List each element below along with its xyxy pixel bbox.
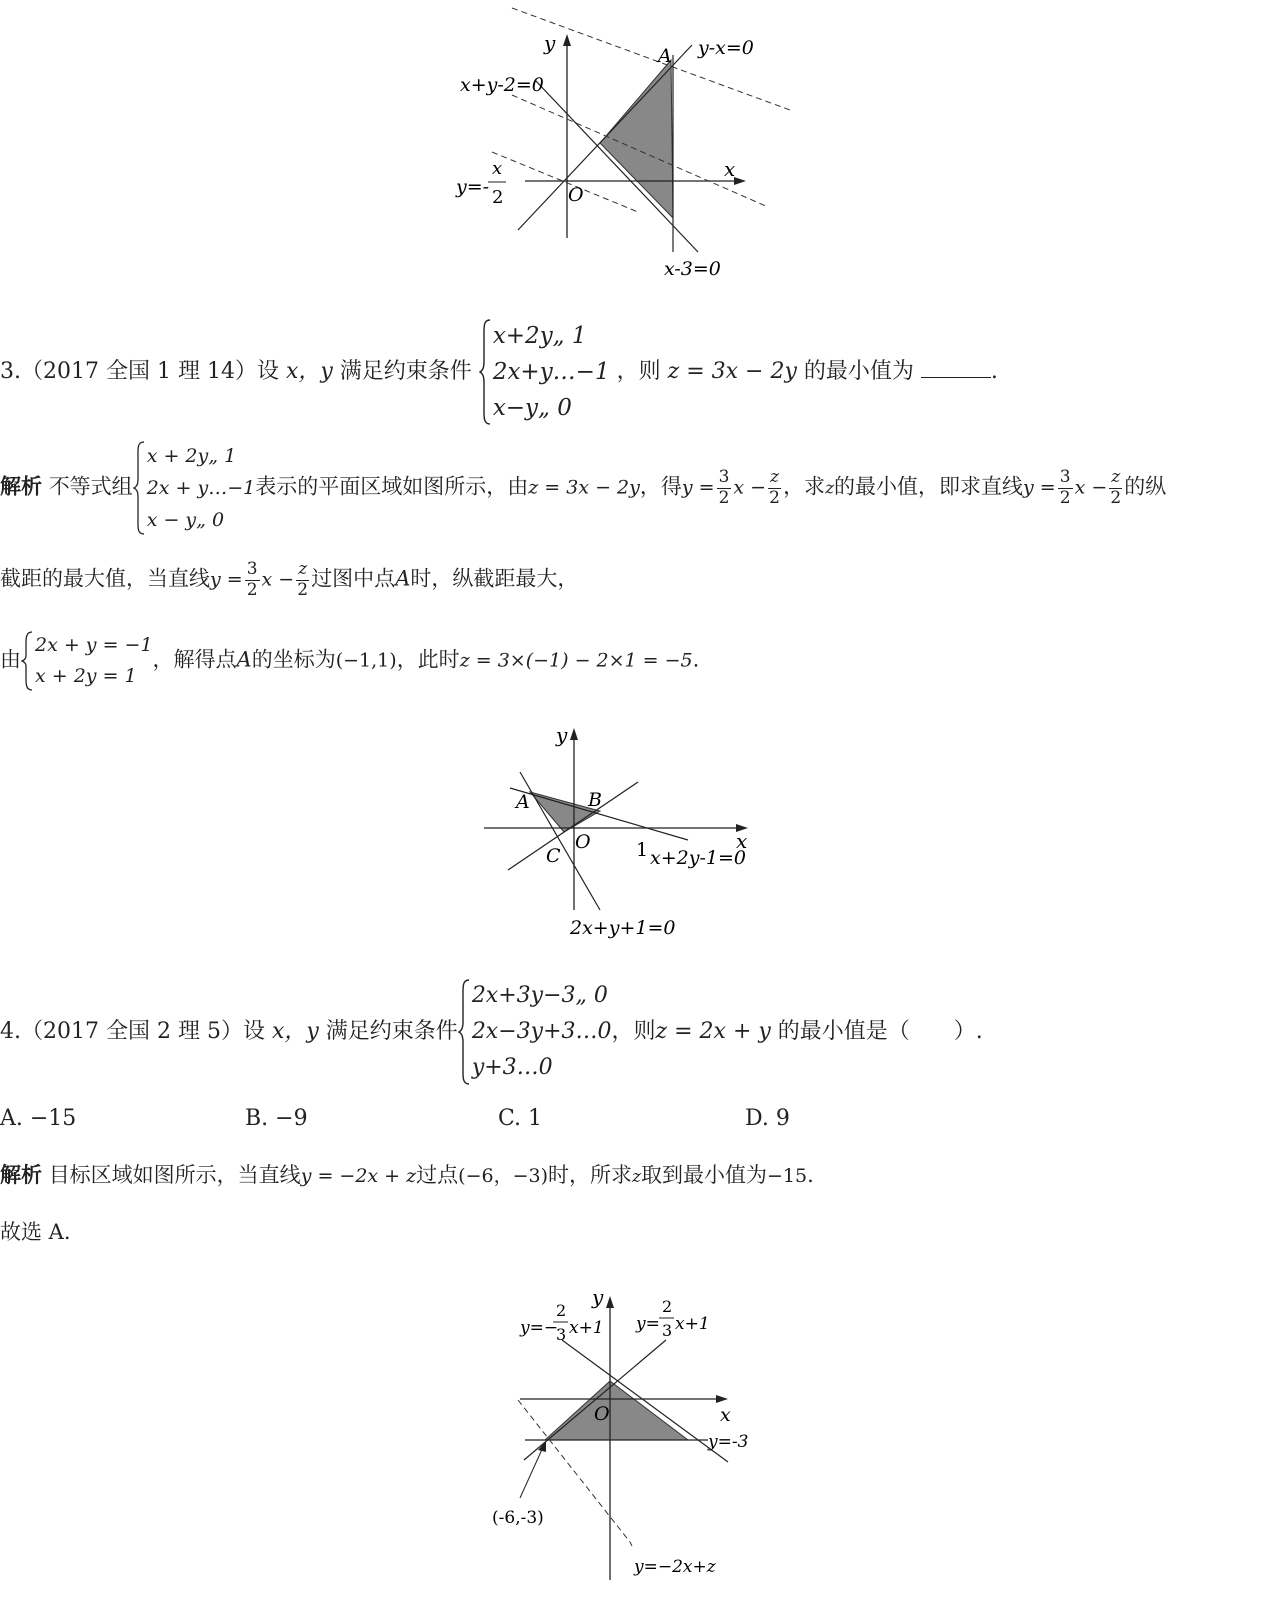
fig1-label-x-y-2: x+y-2=0 — [460, 74, 544, 96]
problem-3-text1: 满足约束条件 — [339, 359, 472, 384]
frac-num: z — [1111, 466, 1121, 487]
solution-3-c3: x − y„ 0 — [146, 509, 225, 531]
fig1-label-yneg-prefix: y=- — [456, 176, 490, 198]
solution-3-line3d: ，此时 — [396, 647, 460, 672]
solution-3-e2c: y = — [210, 568, 243, 591]
fig3-x-label: x — [720, 1404, 731, 1426]
solution-3-line-3 — [0, 630, 699, 692]
problem-4-text2: ，则 — [611, 1019, 656, 1044]
frac-den: 2 — [246, 579, 258, 600]
fraction-3-over-2c — [245, 560, 260, 600]
solution-4-t4: 取到最小值为 — [640, 1163, 767, 1187]
fig2-origin-label: O — [575, 831, 591, 853]
frac-num: 3 — [246, 559, 258, 579]
solution-3-e3b: x − — [1074, 476, 1108, 499]
problem-4-number: 4.（2017 全国 2 理 5）设 — [0, 1019, 265, 1044]
fig2-point-c-label: C — [546, 845, 561, 867]
frac-den: 2 — [297, 579, 309, 600]
problem-4-cons2: 2x−3y+3…0 — [471, 1019, 612, 1044]
problem-3-expr: z = 3x − 2y — [667, 359, 797, 384]
solution-4-line-1 — [0, 1165, 814, 1186]
problem-4-text1: 满足约束条件 — [325, 1019, 458, 1044]
problem-4-text3: 的最小值是（ ）. — [777, 1019, 983, 1044]
solution-4-t2: 过点 — [416, 1163, 459, 1187]
solution-4-t3: 时，所求 — [548, 1163, 632, 1187]
fraction-z-over-2b — [1109, 468, 1122, 508]
problem-3 — [0, 318, 998, 426]
solution-3-line3e: . — [692, 647, 700, 672]
solution-3-t5: 的最小值，即求直线 — [834, 474, 1024, 499]
frac-den: 2 — [769, 487, 780, 508]
frac-den: 2 — [1059, 487, 1071, 508]
fig3-l1-num: 2 — [556, 1301, 567, 1320]
solution-3-point-a2: A — [236, 647, 252, 672]
solution-3-label: 解析 — [0, 474, 42, 499]
fig3-l4: y=−2x+z — [634, 1557, 716, 1577]
fig3-origin-label: O — [594, 1403, 610, 1425]
solution-4-label: 解析 — [0, 1163, 42, 1187]
fig2-point-a-label: A — [516, 791, 530, 813]
fig2-line-label-2: 2x+y+1=0 — [570, 917, 676, 939]
frac-num: z — [770, 466, 780, 487]
solution-3-t3: ，得 — [639, 474, 682, 499]
solution-3-e1: z = 3x − 2y — [528, 476, 640, 499]
solution-3-line3a: 由 — [0, 647, 21, 672]
solution-3-point-a: A — [395, 566, 411, 591]
fig3-l2-num: 2 — [662, 1297, 673, 1316]
fig1-point-a-label: A — [658, 45, 672, 67]
fraction-z-over-2c — [296, 560, 309, 600]
fraction-3-over-2 — [717, 468, 732, 508]
fig2-tick-one: 1 — [636, 839, 649, 861]
option-a[interactable]: A. −15 — [0, 1106, 77, 1131]
problem-4-cons1: 2x+3y−3„ 0 — [471, 983, 608, 1008]
option-b[interactable]: B. −9 — [245, 1106, 308, 1131]
fig3-l1-den: 3 — [556, 1325, 567, 1344]
x-arrow-icon — [734, 177, 746, 185]
solution-3-line2c: 时，纵截距最大， — [410, 566, 579, 591]
solution-3-line2b: 过图中点 — [311, 566, 396, 591]
solution-3-s2: x + 2y = 1 — [35, 665, 137, 687]
solution-3-s1: 2x + y = −1 — [35, 634, 153, 656]
problem-3-number: 3.（2017 全国 1 理 14）设 — [0, 359, 279, 384]
fig2-line-label-1: x+2y-1=0 — [650, 847, 746, 869]
problem-4-expr: z = 2x + y — [655, 1019, 771, 1044]
brace-icon — [458, 978, 470, 1086]
fig2-x-label: x — [736, 829, 748, 853]
frac-num: 3 — [1059, 466, 1071, 487]
figure-1 — [440, 0, 800, 285]
problem-3-end: . — [990, 359, 998, 384]
feasible-region — [545, 1381, 688, 1440]
solution-3-zvar: z — [825, 478, 835, 499]
y-arrow-icon — [570, 728, 578, 740]
solution-3-coord: (−1,1) — [335, 649, 397, 672]
solution-4-val: −15 — [766, 1165, 808, 1187]
solution-4-zvar: z — [632, 1167, 641, 1187]
fig1-label-y-x: y-x=0 — [698, 37, 754, 59]
problem-3-vars: x，y — [285, 359, 333, 384]
solution-3-t6: 的纵 — [1124, 474, 1167, 499]
solution-4-e1: y = −2x + z — [300, 1165, 417, 1187]
problem-3-text2: ，则 — [616, 359, 661, 384]
fraction-3-over-2b — [1058, 468, 1073, 508]
frac-num: 3 — [718, 466, 730, 487]
problem-4 — [0, 978, 983, 1086]
fig1-origin-label: O — [568, 184, 584, 206]
fig2-point-b-label: B — [588, 789, 602, 811]
feasible-region — [600, 60, 673, 218]
frac-num: z — [298, 559, 308, 579]
solution-3-constraints — [133, 440, 256, 536]
solution-3-c2: 2x + y…−1 — [146, 477, 256, 499]
x-arrow-icon — [716, 1395, 728, 1403]
fig3-l1-prefix: y=− — [520, 1318, 559, 1338]
problem-4-vars: x，y — [271, 1019, 319, 1044]
brace-icon — [21, 630, 33, 692]
fig1-label-yneg-den: 2 — [492, 187, 504, 208]
frac-den: 2 — [718, 487, 730, 508]
fig3-l2-suffix: x+1 — [675, 1314, 710, 1334]
problem-3-text3: 的最小值为 — [803, 359, 914, 384]
solution-3-e3: x − — [733, 476, 767, 499]
solution-3-line3b: ，解得点 — [152, 647, 237, 672]
y-arrow-icon — [563, 34, 571, 46]
fig3-point: (-6,-3) — [492, 1508, 544, 1528]
figure-3 — [480, 1280, 800, 1610]
fig1-x-label: x — [724, 157, 736, 181]
solution-4-t1: 目标区域如图所示，当直线 — [48, 1163, 301, 1187]
brace-icon — [133, 440, 145, 536]
y-arrow-icon — [606, 1296, 614, 1308]
solution-3-t4: ，求 — [783, 474, 826, 499]
fig2-y-label: y — [556, 723, 568, 747]
fig1-label-x-3: x-3=0 — [664, 258, 721, 280]
solution-3-t1: 不等式组 — [48, 474, 133, 499]
fig3-l2-prefix: y= — [636, 1314, 660, 1334]
solution-3-e3c: x − — [261, 568, 295, 591]
problem-3-constraints — [479, 318, 610, 426]
fig1-y-label: y — [544, 31, 556, 55]
option-c[interactable]: C. 1 — [498, 1106, 543, 1131]
fig3-l2-den: 3 — [662, 1321, 673, 1340]
solution-3-e2: y = — [681, 476, 715, 499]
solution-4-point: (−6，−3) — [458, 1165, 548, 1187]
brace-icon — [479, 318, 491, 426]
solution-4-t5: . — [807, 1163, 814, 1187]
solution-3-c1: x + 2y„ 1 — [146, 445, 237, 467]
frac-den: 2 — [1110, 487, 1122, 508]
problem-4-cons3: y+3…0 — [471, 1055, 553, 1080]
solution-4-answer: 故选 A. — [0, 1220, 71, 1244]
problem-4-constraints — [458, 978, 612, 1086]
option-d[interactable]: D. 9 — [745, 1106, 790, 1131]
solution-3-line-1 — [0, 440, 1166, 536]
dashed-line-bottom — [492, 152, 638, 212]
fig3-l1-suffix: x+1 — [569, 1318, 604, 1338]
answer-blank — [921, 377, 991, 378]
problem-3-cons1: x+2y„ 1 — [492, 323, 587, 349]
fraction-z-over-2 — [768, 468, 781, 508]
figure-2 — [470, 720, 770, 945]
fig1-label-yneg-num: x — [492, 158, 503, 179]
solution-3-e2b: y = — [1023, 476, 1056, 499]
solution-3-calc: z = 3×(−1) − 2×1 = −5 — [459, 649, 693, 672]
solution-3-t2: 表示的平面区域如图所示，由 — [255, 474, 529, 499]
problem-3-cons3: x−y„ 0 — [492, 395, 572, 421]
dashed-line-objective-tail — [630, 1542, 632, 1546]
solution-3-line2a: 截距的最大值，当直线 — [0, 566, 210, 591]
fig3-l3: y=-3 — [708, 1432, 749, 1452]
solution-3-line-2 — [0, 560, 578, 600]
solution-3-system — [21, 630, 153, 692]
solution-3-line3c: 的坐标为 — [251, 647, 336, 672]
problem-3-cons2: 2x+y…−1 — [492, 359, 610, 385]
fig3-y-label: y — [592, 1285, 604, 1309]
